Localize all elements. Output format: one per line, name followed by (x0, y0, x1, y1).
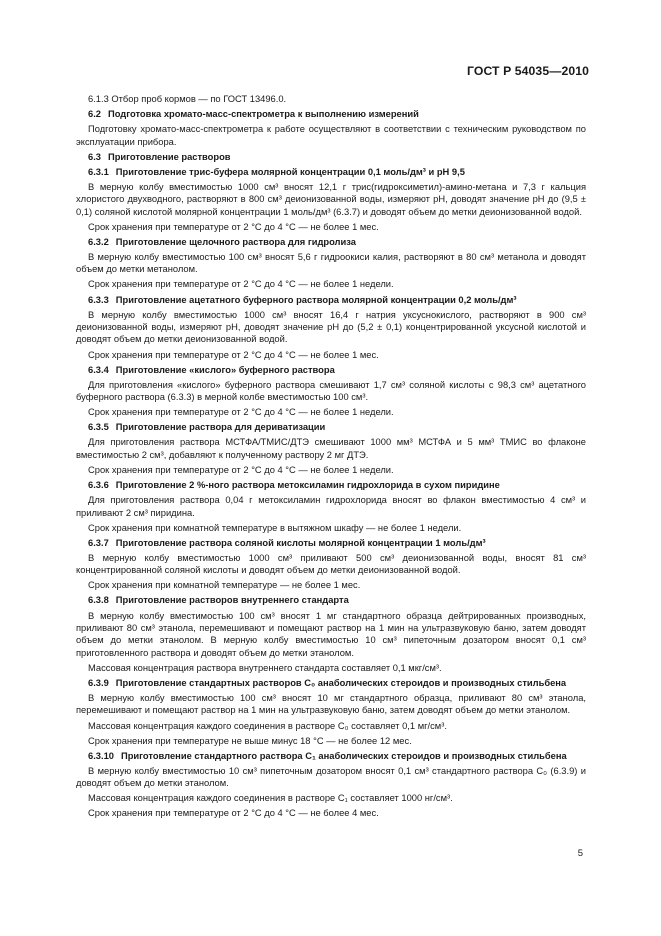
section-title: Приготовление «кислого» буферного раствора (115, 364, 335, 375)
paragraph: Срок хранения при температуре от 2 °С до 4 °С — не более 1 мес. (88, 349, 379, 360)
section-number: 6.3.7 (88, 537, 109, 548)
section-title: Приготовление щелочного раствора для гидролиза (115, 236, 356, 247)
paragraph: Для приготовления раствора МСТФА/ТМИС/ДТЭ смешивают 1000 мм³ МСТФА и 5 мм³ ТМИС во флаконе вместимостью 2 см³, добавляют к полученному раствору 2 мг ДТЭ. (76, 437, 586, 460)
section-title: Приготовление раствора для дериватизации (115, 422, 326, 433)
paragraph: В мерную колбу вместимостью 100 см³ вносят 5,6 г гидроокиси калия, растворяют в 80 см³ метанола и доводят объем до метки метанолом. (76, 251, 586, 275)
paragraph: Срок хранения при температуре от 2 °С до 4 °С — не более 1 недели. (88, 279, 394, 290)
section-heading (76, 364, 586, 376)
section-heading (76, 750, 586, 762)
paragraph: Срок хранения при комнатной температуре в вытяжном шкафу — не более 1 недели. (88, 522, 462, 533)
section-title: Подготовка хромато-масс-спектрометра к выполнению измерений (108, 109, 419, 120)
paragraph: Срок хранения при комнатной температуре — не более 1 мес. (88, 580, 361, 591)
section-number: 6.3.9 (88, 677, 109, 688)
paragraph: Срок хранения при температуре от 2 °С до 4 °С — не более 1 мес. (88, 221, 379, 232)
section-heading (76, 421, 586, 433)
section-heading (76, 166, 586, 178)
section-title: Приготовление 2 %-ного раствора метоксиламин гидрохлорида в сухом пиридине (115, 480, 500, 491)
section-number: 6.3.4 (88, 364, 109, 375)
paragraph: Срок хранения при температуре не выше минус 18 °С — не более 12 мес. (88, 735, 412, 746)
section-heading (76, 108, 586, 120)
section-number: 6.3.8 (88, 595, 109, 606)
paragraph: Срок хранения при температуре от 2 °С до 4 °С — не более 1 недели. (88, 464, 394, 475)
section-number: 6.2 (88, 109, 101, 120)
paragraph: В мерную колбу вместимостью 1000 см³ вносят 16,4 г натрия уксуснокислого, растворяют в 900 см³ деионизованной воды, измеряют рН, доводят значение рН до (5,2 ± 0,1) концентрированной уксусной кислотой и доводят объем до метки деионизованной водой. (76, 309, 586, 345)
paragraph: В мерную колбу вместимостью 10 см³ пипеточным дозатором вносят 0,1 см³ стандартного раствора C₀ (6.3.9) и доводят объем до метки этанолом. (76, 765, 586, 789)
section-title: Приготовление стандартного раствора C₁ анаболических стероидов и производных стильбена (120, 750, 567, 761)
section-number: 6.3.1 (88, 166, 109, 177)
section-title: Приготовление ацетатного буферного раствора молярной концентрации 0,2 моль/дм³ (115, 294, 517, 305)
section-heading (76, 537, 586, 549)
section-heading (76, 236, 586, 248)
section-title: Приготовление растворов внутреннего стандарта (115, 595, 349, 606)
section-number: 6.3.3 (88, 294, 109, 305)
paragraph: В мерную колбу вместимостью 100 см³ вносят 10 мг стандартного образца, приливают 80 см³ этанола, перемешивают и помещают раствор на 1 мин на ультразвуковую баню, затем доводят объем до метки этанолом. (76, 693, 586, 716)
section-number: 6.3.5 (88, 422, 109, 433)
section-heading (76, 677, 586, 689)
paragraph: В мерную колбу вместимостью 1000 см³ вносят 12,1 г трис(гидроксиметил)-амино-метана и 7,3 г кальция хлористого двухводного, растворяют в 800 см³ деионизованной воды, измеряют рН, доводят значение рН до (9,5 ± 0,1) соляной кислотой молярной концентрации 1 моль/дм³ (6.3.7) и доводят объем до метки деионизованной водой. (76, 181, 586, 217)
section-title: Приготовление стандартных растворов C₀ анаболических стероидов и производных стильбена (115, 677, 567, 688)
paragraph: Массовая концентрация каждого соединения в растворе C₀ составляет 0,1 мг/см³. (88, 720, 447, 731)
paragraph: Массовая концентрация каждого соединения в растворе C₁ составляет 1000 нг/см³. (88, 793, 453, 804)
page-number: 5 (577, 848, 583, 859)
paragraph: Срок хранения при температуре от 2 °С до 4 °С — не более 1 недели. (88, 407, 394, 418)
document-body (76, 93, 586, 822)
section-heading (76, 151, 586, 163)
document-header: ГОСТ Р 54035—2010 (467, 64, 589, 78)
paragraph: Подготовку хромато-масс-спектрометра к работе осуществляют в соответствии с техническим руководством по эксплуатации прибора. (76, 124, 586, 147)
section-heading (76, 594, 586, 606)
paragraph: Для приготовления «кислого» буферного раствора смешивают 1,7 см³ соляной кислоты с 98,3 см³ ацетатного буферного раствора (6.3.3) в мерной колбе вместимостью 100 см³. (76, 379, 586, 403)
paragraph: Срок хранения при температуре от 2 °С до 4 °С — не более 4 мес. (88, 808, 379, 819)
paragraph: В мерную колбу вместимостью 1000 см³ приливают 500 см³ деионизованной воды, вносят 81 см³ концентрированной соляной кислоты и доводят объем до метки деионизованной водой. (76, 552, 586, 576)
section-title: Приготовление раствора соляной кислоты молярной концентрации 1 моль/дм³ (115, 537, 486, 548)
section-number: 6.3.2 (88, 236, 109, 247)
section-title: Приготовление растворов (108, 151, 231, 162)
section-title: Приготовление трис-буфера молярной концентрации 0,1 моль/дм³ и рН 9,5 (115, 166, 465, 177)
paragraph: Для приготовления раствора 0,04 г метоксиламин гидрохлорида вносят во флакон вместимостью 4 см³ и приливают 2 см³ пиридина. (76, 495, 586, 518)
paragraph: 6.1.3 Отбор проб кормов — по ГОСТ 13496.0. (88, 94, 287, 104)
section-heading (76, 479, 586, 491)
paragraph: Массовая концентрация раствора внутреннего стандарта составляет 0,1 мкг/см³. (88, 662, 442, 673)
paragraph: В мерную колбу вместимостью 100 см³ вносят 1 мг стандартного образца дейтрированных производных, приливают 80 см³ этанола, перемешивают и помещают раствор на 1 мин на ультразвуковую баню, затем доводят объем до метки этанолом. В мерную колбу вместимостью 10 см³ пипеточным дозатором вносят 0,1 см³ приготовленного раствора и доводят объем до метки этанолом. (76, 610, 586, 658)
section-number: 6.3.10 (88, 750, 114, 761)
section-number: 6.3 (88, 151, 101, 162)
section-number: 6.3.6 (88, 480, 109, 491)
section-heading (76, 294, 586, 306)
